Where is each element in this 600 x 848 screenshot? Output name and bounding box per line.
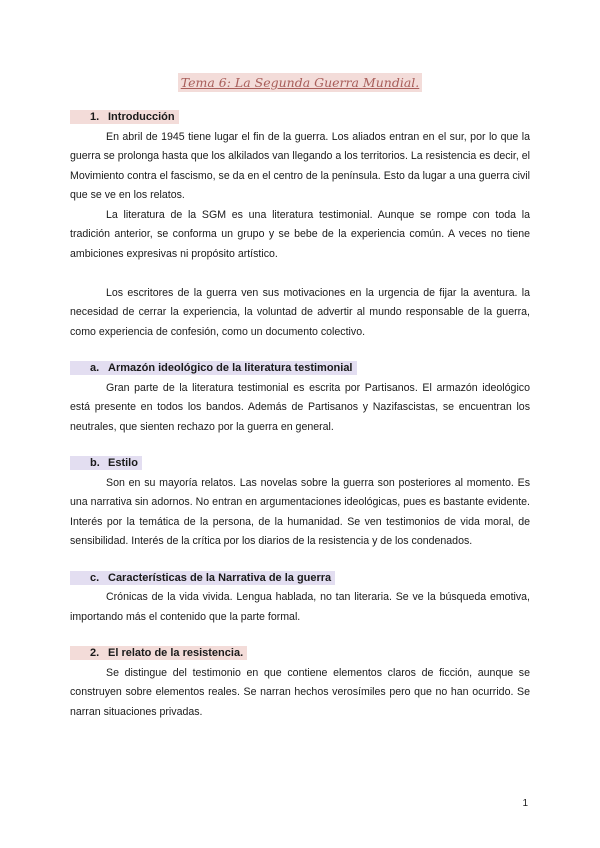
heading-highlight (70, 456, 142, 470)
document-title: Tema 6: La Segunda Guerra Mundial. (178, 73, 423, 92)
page-number: 1 (522, 798, 528, 809)
document-body (70, 108, 530, 722)
heading-highlight (70, 571, 335, 585)
section-spacer (70, 627, 530, 644)
paragraph-caracteristicas: Crónicas de la vida vivida. Lengua hablada, no tan literaria. Se ve la búsqueda emotiva, importando más el contenido que la parte formal. (70, 591, 530, 623)
heading-text: Introducción (108, 111, 175, 123)
paragraph-intro-3: Los escritores de la guerra ven sus motivaciones en la urgencia de fijar la aventura. la necesidad de cerrar la experiencia, la voluntad de advertir al mundo responsable de la guerra, como experiencia de confesión, como un documento colectivo. (70, 286, 530, 338)
title-container (0, 73, 600, 92)
heading-highlight (70, 110, 179, 124)
paragraph-intro-2: La literatura de la SGM es una literatura testimonial. Aunque se rompe con toda la tradición anterior, se conforma un grupo y se bebe de la experiencia común. A veces no tiene ambiciones expresivas ni propósito artístico. (70, 208, 530, 260)
section-heading-estilo (70, 454, 530, 474)
heading-text: Características de la Narrativa de la guerra (108, 571, 332, 584)
heading-letter: a. (90, 362, 100, 374)
section-spacer (70, 342, 530, 359)
section-heading-resistencia (70, 644, 530, 664)
section-heading-introduccion (70, 108, 530, 128)
heading-number: 2. (90, 647, 100, 659)
section-spacer (70, 437, 530, 454)
heading-text: El relato de la resistencia. (108, 647, 244, 659)
heading-number: 1. (90, 111, 100, 123)
blank-line (70, 264, 530, 284)
heading-letter: b. (90, 457, 100, 469)
section-heading-armazon (70, 359, 530, 379)
paragraph-intro-1: En abril de 1945 tiene lugar el fin de la guerra. Los aliados entran en el sur, por lo que la guerra se prolonga hasta que los alkilados van llegando a los territorios. La resistencia es decir, el Movimiento contra el fascismo, se da en el centro de la península. Esto da lugar a una guerra civil que se ve en los relatos. (70, 130, 530, 201)
paragraph-estilo: Son en su mayoría relatos. Las novelas sobre la guerra son posteriores al momento. Es una narrativa sin adornos. No entran en argumentaciones ideológicas, pues es bastante evidente. Interés por la temática de la persona, de la humanidad. Se ven testimonios de vida moral, de sensibilidad. Interés de la crítica por los diarios de la resistencia y de los condenados. (70, 476, 530, 547)
heading-highlight (70, 361, 357, 375)
heading-highlight (70, 646, 247, 660)
paragraph-armazon: Gran parte de la literatura testimonial es escrita por Partisanos. El armazón ideológico está presente en todos los bandos. Además de Partisanos y Nazifascistas, se encuentran los neutrales, que sienten rechazo por la guerra en general. (70, 381, 530, 433)
heading-letter: c. (90, 571, 100, 584)
section-heading-caracteristicas (70, 569, 530, 589)
heading-text: Estilo (108, 457, 138, 469)
paragraph-resistencia: Se distingue del testimonio en que contiene elementos claros de ficción, aunque se construyen sobre elementos reales. Se narran hechos verosímiles pero que no han ocurrido. Se narran situaciones privadas. (70, 666, 530, 718)
heading-text: Armazón ideológico de la literatura testimonial (108, 362, 353, 374)
section-spacer (70, 552, 530, 569)
